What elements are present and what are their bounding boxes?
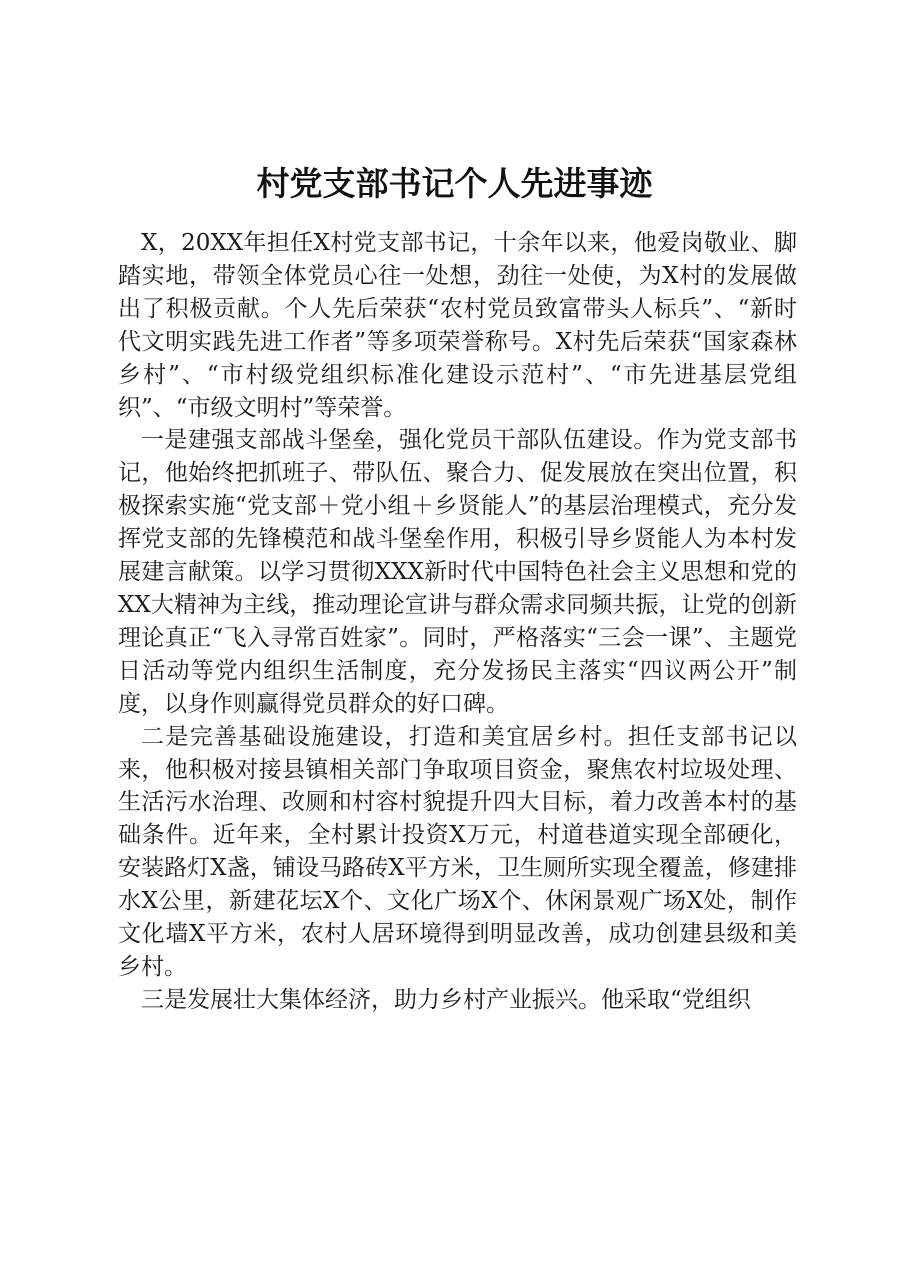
document-body — [118, 227, 797, 1017]
paragraph-party-building: 一是建强支部战斗堡垒，强化党员干部队伍建设。作为党支部书记，他始终把抓班子、带队伍、聚合力、促发展放在突出位置，积极探索实施“党支部＋党小组＋乡贤能人”的基层治理模式，充分发挥党支部的先锋模范和战斗堡垒作用，积极引导乡贤能人为本村发展建言献策。以学习贯彻XXX新时代中国特色社会主义思想和党的XX大精神为主线，推动理论宣讲与群众需求同频共振，让党的创新理论真正“飞入寻常百姓家”。同时，严格落实“三会一课”、主题党日活动等党内组织生活制度，充分发扬民主落实“四议两公开”制度，以身作则赢得党员群众的好口碑。 — [118, 427, 797, 717]
paragraph-infrastructure: 二是完善基础设施建设，打造和美宜居乡村。担任支部书记以来，他积极对接县镇相关部门争取项目资金，聚焦农村垃圾处理、生活污水治理、改厕和村容村貌提升四大目标，着力改善本村的基础条件。近年来，全村累计投资X万元，村道巷道实现全部硬化，安装路灯X盏，铺设马路砖X平方米，卫生厕所实现全覆盖，修建排水X公里，新建花坛X个、文化广场X个、休闲景观广场X处，制作文化墙X平方米，农村人居环境得到明显改善，成功创建县级和美乡村。 — [118, 723, 797, 980]
document-title: 村党支部书记个人先进事迹 — [256, 164, 653, 203]
paragraph-intro: X，20XX年担任X村党支部书记，十余年以来，他爱岗敬业、脚踏实地，带领全体党员心往一处想，劲往一处使，为X村的发展做出了积极贡献。个人先后荣获“农村党员致富带头人标兵”、“新时代文明实践先进工作者”等多项荣誉称号。X村先后荣获“国家森林乡村”、“市村级党组织标准化建设示范村”、“市先进基层党组织”、“市级文明村”等荣誉。 — [118, 230, 797, 421]
paragraph-economy: 三是发展壮大集体经济，助力乡村产业振兴。他采取“党组织 — [141, 986, 751, 1013]
